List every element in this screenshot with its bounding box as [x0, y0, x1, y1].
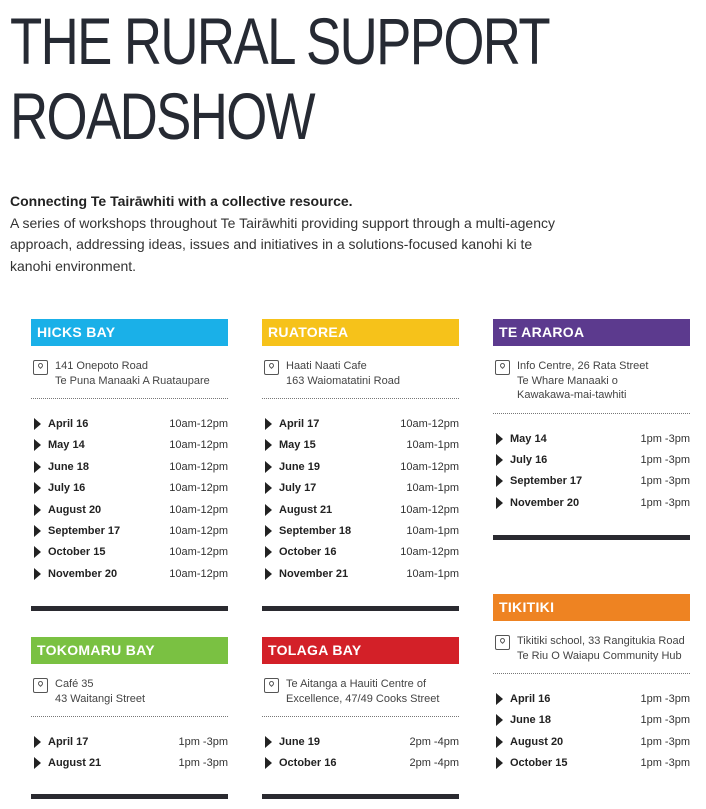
session-row [262, 413, 459, 434]
session-date: July 16 [510, 453, 548, 466]
venue-name: RUATOREA [262, 319, 459, 346]
play-triangle-icon [265, 439, 272, 451]
session-list [31, 399, 228, 584]
session-time: 10am-12pm [169, 482, 228, 495]
session-row [31, 563, 228, 584]
venue-address [31, 677, 228, 717]
page-title [10, 4, 549, 154]
session-date: June 18 [510, 714, 551, 727]
session-list [262, 399, 459, 584]
play-triangle-icon [265, 736, 272, 748]
session-list [493, 674, 690, 774]
play-triangle-icon [34, 504, 41, 516]
session-row [31, 752, 228, 773]
play-triangle-icon [496, 475, 503, 487]
session-date: November 20 [48, 567, 118, 580]
intro-body: A series of workshops throughout Te Tairāwhiti providing support through a multi-agency approach, addressing ideas, issues and initiatives in a solutions-focused kanohi ki te kanohi environment. [10, 214, 556, 274]
session-date: August 21 [48, 757, 102, 770]
session-time: 10am-12pm [400, 546, 459, 559]
location-pin-icon [264, 360, 279, 375]
session-date: July 16 [48, 482, 86, 495]
session-time: 10am-1pm [406, 439, 459, 452]
session-date: September 18 [279, 524, 352, 537]
address-line: 43 Waitangi Street [55, 692, 146, 705]
session-row [31, 499, 228, 520]
session-time: 10am-12pm [400, 460, 459, 473]
play-triangle-icon [265, 504, 272, 516]
session-date: October 15 [48, 546, 106, 559]
address-line: Te Whare Manaaki o [517, 374, 618, 387]
session-row [493, 449, 690, 470]
play-triangle-icon [265, 546, 272, 558]
session-list [262, 717, 459, 774]
play-triangle-icon [265, 461, 272, 473]
session-row [262, 520, 459, 541]
session-row [262, 499, 459, 520]
title-line-1: THE RURAL SUPPORT [10, 4, 550, 78]
play-triangle-icon [34, 418, 41, 430]
location-pin-icon [264, 678, 279, 693]
session-row [262, 477, 459, 498]
session-date: July 17 [279, 482, 317, 495]
session-row [262, 456, 459, 477]
address-line: Kawakawa-mai-tawhiti [517, 389, 627, 401]
address-line: Café 35 [55, 678, 94, 690]
address-line: Te Riu O Waiapu Community Hub [517, 649, 682, 662]
session-date: November 21 [279, 567, 349, 580]
session-date: September 17 [510, 475, 583, 488]
address-line: Haati Naati Cafe [286, 360, 367, 372]
session-time: 10am-1pm [406, 482, 459, 495]
session-date: August 21 [279, 503, 333, 516]
play-triangle-icon [496, 693, 503, 705]
session-row [262, 731, 459, 752]
play-triangle-icon [34, 439, 41, 451]
location-pin-icon [495, 360, 510, 375]
play-triangle-icon [34, 525, 41, 537]
session-time: 1pm -3pm [640, 475, 690, 488]
session-row [31, 541, 228, 562]
session-time: 10am-12pm [169, 567, 228, 580]
play-triangle-icon [34, 736, 41, 748]
session-time: 10am-12pm [169, 524, 228, 537]
session-row [262, 752, 459, 773]
venue-card [262, 319, 459, 584]
card-bottom-rule [262, 606, 459, 611]
session-time: 1pm -3pm [640, 693, 690, 705]
address-line: 163 Waiomatatini Road [286, 374, 400, 387]
session-date: April 17 [279, 418, 320, 430]
venue-address [493, 634, 690, 674]
location-pin-icon [33, 678, 48, 693]
address-line: Te Aitanga a Hauiti Centre of [286, 678, 427, 690]
venue-address [262, 677, 459, 717]
play-triangle-icon [34, 546, 41, 558]
session-date: October 15 [510, 757, 568, 770]
session-row [493, 709, 690, 730]
session-time: 2pm -4pm [409, 757, 459, 770]
venue-card [493, 594, 690, 774]
session-row [262, 541, 459, 562]
session-time: 10am-12pm [400, 418, 459, 430]
address-line: Te Puna Manaaki A Ruataupare [55, 374, 210, 387]
session-row [31, 477, 228, 498]
session-row [31, 434, 228, 455]
session-row [493, 688, 690, 709]
session-time: 1pm -3pm [178, 757, 228, 770]
play-triangle-icon [265, 568, 272, 580]
venue-card [493, 319, 690, 513]
session-row [262, 563, 459, 584]
venue-name: TIKITIKI [493, 594, 690, 621]
session-time: 1pm -3pm [178, 736, 228, 748]
session-time: 1pm -3pm [640, 453, 690, 466]
play-triangle-icon [496, 736, 503, 748]
play-triangle-icon [265, 482, 272, 494]
session-date: August 20 [48, 503, 102, 516]
session-row [493, 492, 690, 513]
session-time: 10am-12pm [169, 418, 228, 430]
session-date: November 20 [510, 496, 580, 509]
play-triangle-icon [496, 714, 503, 726]
session-date: May 14 [510, 432, 547, 445]
session-time: 10am-12pm [169, 460, 228, 473]
play-triangle-icon [496, 757, 503, 769]
session-row [31, 413, 228, 434]
venue-name: TOLAGA BAY [262, 637, 459, 664]
session-date: June 19 [279, 736, 320, 748]
play-triangle-icon [34, 482, 41, 494]
session-time: 1pm -3pm [640, 432, 690, 445]
venue-name: HICKS BAY [31, 319, 228, 346]
play-triangle-icon [265, 757, 272, 769]
venue-card [262, 637, 459, 774]
session-row [31, 456, 228, 477]
session-time: 10am-1pm [406, 567, 459, 580]
play-triangle-icon [34, 461, 41, 473]
card-bottom-rule [493, 535, 690, 540]
intro-lead: Connecting Te Tairāwhiti with a collective resource. [10, 193, 353, 209]
session-time: 2pm -4pm [409, 736, 459, 748]
session-list [31, 717, 228, 774]
session-date: August 20 [510, 735, 564, 748]
card-bottom-rule [262, 794, 459, 799]
location-pin-icon [33, 360, 48, 375]
session-row [31, 731, 228, 752]
address-line: Tikitiki school, 33 Rangitukia Road [517, 635, 685, 647]
play-triangle-icon [34, 568, 41, 580]
session-date: April 17 [48, 736, 89, 748]
session-date: May 15 [279, 439, 316, 452]
session-time: 10am-12pm [169, 439, 228, 452]
session-date: October 16 [279, 546, 337, 559]
venue-address [262, 359, 459, 399]
address-line: 141 Onepoto Road [55, 360, 148, 372]
title-line-2: ROADSHOW [10, 79, 314, 153]
session-row [493, 470, 690, 491]
card-bottom-rule [31, 606, 228, 611]
session-time: 10am-12pm [169, 503, 228, 516]
session-date: June 18 [48, 460, 89, 473]
play-triangle-icon [496, 454, 503, 466]
session-date: June 19 [279, 460, 320, 473]
venue-name: TOKOMARU BAY [31, 637, 228, 664]
session-row [493, 752, 690, 773]
session-row [262, 434, 459, 455]
address-line: Excellence, 47/49 Cooks Street [286, 692, 440, 705]
play-triangle-icon [496, 497, 503, 509]
session-list [493, 414, 690, 514]
play-triangle-icon [496, 433, 503, 445]
session-row [493, 428, 690, 449]
session-time: 1pm -3pm [640, 757, 690, 770]
session-time: 1pm -3pm [640, 735, 690, 748]
session-row [493, 731, 690, 752]
session-date: April 16 [48, 418, 89, 430]
session-row [31, 520, 228, 541]
card-bottom-rule [31, 794, 228, 799]
address-line: Info Centre, 26 Rata Street [517, 360, 649, 372]
play-triangle-icon [34, 757, 41, 769]
session-time: 1pm -3pm [640, 714, 690, 727]
location-pin-icon [495, 635, 510, 650]
play-triangle-icon [265, 418, 272, 430]
session-time: 10am-12pm [400, 503, 459, 516]
session-time: 10am-12pm [169, 546, 228, 559]
play-triangle-icon [265, 525, 272, 537]
session-time: 1pm -3pm [640, 496, 690, 509]
session-date: May 14 [48, 439, 85, 452]
venue-name: TE ARAROA [493, 319, 690, 346]
session-date: September 17 [48, 524, 121, 537]
venue-card [31, 319, 228, 584]
venue-address [31, 359, 228, 399]
venue-card [31, 637, 228, 774]
intro [10, 191, 570, 277]
session-time: 10am-1pm [406, 524, 459, 537]
session-date: April 16 [510, 693, 551, 705]
session-date: October 16 [279, 757, 337, 770]
venue-address [493, 359, 690, 414]
